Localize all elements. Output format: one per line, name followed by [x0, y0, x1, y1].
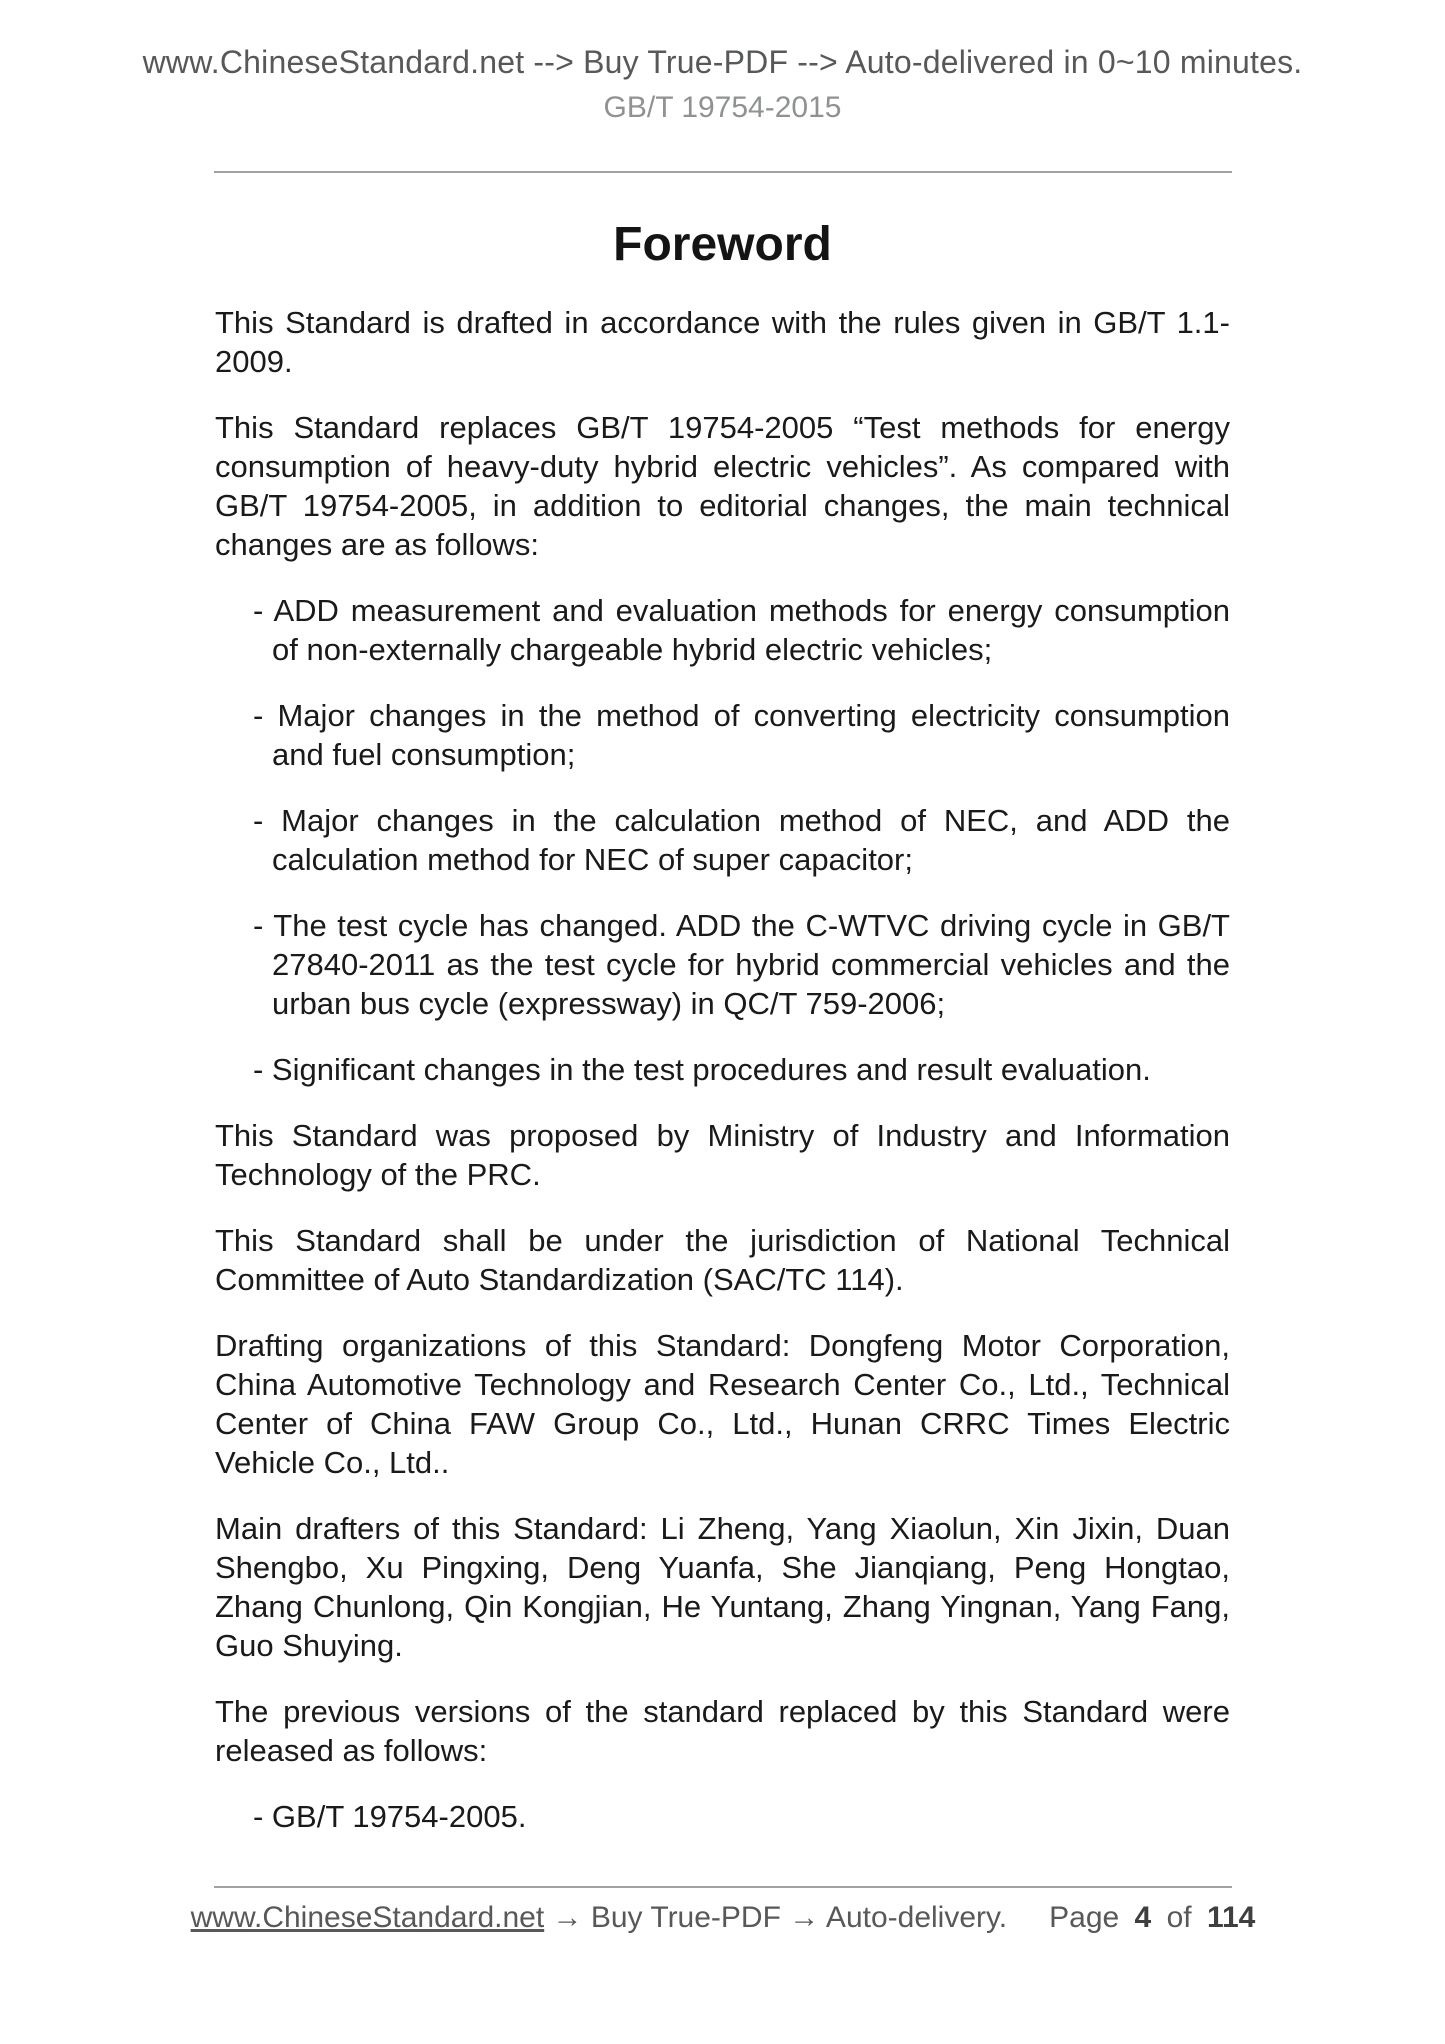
- list-item: - Significant changes in the test procedures and result evaluation.: [253, 1052, 1151, 1087]
- list-item: - ADD measurement and evaluation methods for energy consumption of non-externally chargeable hybrid electric vehicles;: [253, 593, 1230, 667]
- paragraph: This Standard replaces GB/T 19754-2005 “Test methods for energy consumption of heavy-duty hybrid electric vehicles”. As compared with GB/T 19754-2005, in addition to editorial changes, the main technical changes are as follows:: [215, 410, 1230, 562]
- page-label: Page: [1049, 1901, 1120, 1934]
- footer-site-line: [191, 1901, 1007, 1935]
- footer-divider: [214, 1886, 1232, 1888]
- page-indicator: [1049, 1901, 1255, 1935]
- of-label: of: [1166, 1901, 1192, 1934]
- header-divider: [214, 171, 1232, 173]
- paragraph-list: [215, 303, 1230, 1836]
- page-current: 4: [1134, 1901, 1152, 1934]
- document-number: GB/T 19754-2015: [603, 91, 842, 124]
- paragraph: This Standard is drafted in accordance with the rules given in GB/T 1.1-2009.: [215, 305, 1230, 379]
- list-item: - Major changes in the method of converting electricity consumption and fuel consumption;: [253, 698, 1230, 772]
- footer-delivery-text: → Buy True-PDF → Auto-delivery.: [552, 1901, 1008, 1934]
- list-item: - Major changes in the calculation method of NEC, and ADD the calculation method for NEC of super capacitor;: [253, 803, 1230, 877]
- paragraph: This Standard was proposed by Ministry of Industry and Information Technology of the PRC.: [215, 1118, 1230, 1192]
- paragraph: Main drafters of this Standard: Li Zheng, Yang Xiaolun, Xin Jixin, Duan Shengbo, Xu Pingxing, Deng Yuanfa, She Jianqiang, Peng Hongtao, Zhang Chunlong, Qin Kongjian, He Yuntang, Zhang Yingnan, Yang Fang, Guo Shuying.: [215, 1511, 1230, 1663]
- paragraph: The previous versions of the standard replaced by this Standard were released as follows:: [215, 1694, 1230, 1768]
- document-body: [0, 217, 1445, 1836]
- list-item: - The test cycle has changed. ADD the C-WTVC driving cycle in GB/T 27840-2011 as the test cycle for hybrid commercial vehicles and the urban bus cycle (expressway) in QC/T 759-2006;: [253, 908, 1230, 1021]
- list-item: - GB/T 19754-2005.: [253, 1799, 527, 1834]
- footer-site-link[interactable]: www.ChineseStandard.net: [190, 1901, 545, 1934]
- header-banner-text: www.ChineseStandard.net --> Buy True-PDF --> Auto-delivered in 0~10 minutes.: [142, 44, 1303, 80]
- paragraph: This Standard shall be under the jurisdiction of National Technical Committee of Auto Standardization (SAC/TC 114).: [215, 1223, 1230, 1297]
- paragraph: Drafting organizations of this Standard: Dongfeng Motor Corporation, China Automotive Technology and Research Center Co., Ltd., Technical Center of China FAW Group Co., Ltd., Hunan CRRC Times Electric Vehicle Co., Ltd..: [215, 1328, 1230, 1480]
- page-header: [0, 0, 1445, 173]
- footer-text-row: [190, 1901, 1256, 1935]
- page-footer: [190, 1886, 1256, 1935]
- page-total: 114: [1206, 1901, 1256, 1934]
- page-title: Foreword: [613, 218, 832, 271]
